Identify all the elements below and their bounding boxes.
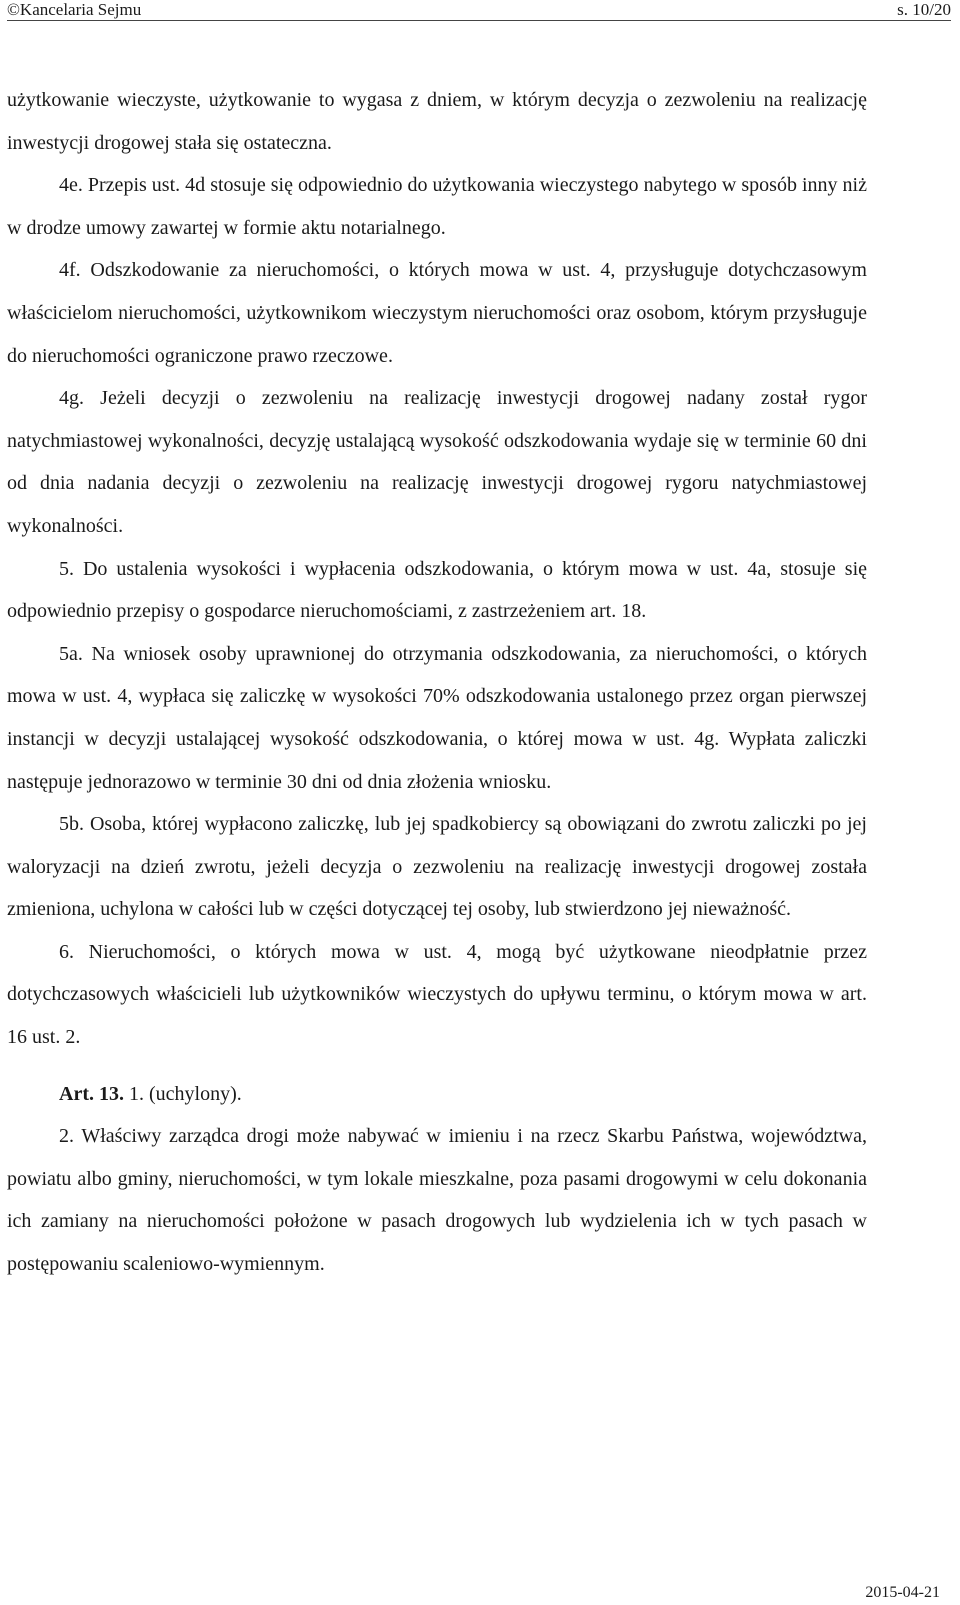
paragraph-continuation: użytkowanie wieczyste, użytkowanie to wygasa z dniem, w którym decyzja o zezwoleniu na realizację inwestycji drogowej stała się ostateczna.: [7, 89, 867, 154]
paragraph-4e: 4e. Przepis ust. 4d stosuje się odpowiednio do użytkowania wieczystego nabytego w sposób inny niż w drodze umowy zawartej w formie aktu notarialnego.: [7, 174, 867, 239]
article-heading: Art. 13.: [59, 1082, 124, 1105]
page-header: [7, 0, 951, 22]
paragraph-4g: 4g. Jeżeli decyzji o zezwoleniu na realizację inwestycji drogowej nadany został rygor natychmiastowej wykonalności, decyzję ustalającą wysokość odszkodowania wydaje się w terminie 60 dni od dnia nadania decyzji o zezwoleniu na realizację inwestycji drogowej rygoru natychmiastowej wykonalności.: [7, 387, 867, 537]
section-gap: [7, 1059, 867, 1073]
article-13-paragraph-1: [7, 1073, 867, 1116]
paragraph-5b: 5b. Osoba, której wypłacono zaliczkę, lub jej spadkobiercy są obowiązani do zwrotu zaliczki po jej waloryzacji na dzień zwrotu, jeżeli decyzja o zezwoleniu na realizację inwestycji drogowej została zmieniona, uchylona w całości lub w części dotyczącej tej osoby, lub stwierdzono jej nieważność.: [7, 813, 867, 921]
page-number: s. 10/20: [897, 0, 951, 19]
document-body: [7, 79, 867, 1286]
article-13-paragraph-2: 2. Właściwy zarządca drogi może nabywać w imieniu i na rzecz Skarbu Państwa, województwa, powiatu albo gminy, nieruchomości, w tym lokale mieszkalne, poza pasami drogowymi w celu dokonania ich zamiany na nieruchomości położone w pasach drogowych lub wydzielenia ich w tych pasach w postępowaniu scaleniowo-wymiennym.: [7, 1125, 867, 1276]
paragraph-5: 5. Do ustalenia wysokości i wypłacenia odszkodowania, o którym mowa w ust. 4a, stosuje się odpowiednio przepisy o gospodarce nieruchomościami, z zastrzeżeniem art. 18.: [7, 557, 867, 623]
paragraph-5a: 5a. Na wniosek osoby uprawnionej do otrzymania odszkodowania, za nieruchomości, o których mowa w ust. 4, wypłaca się zaliczkę w wysokości 70% odszkodowania ustalonego przez organ pierwszej instancji w decyzji ustalającej wysokość odszkodowania, o której mowa w ust. 4g. Wypłata zaliczki następuje jednorazowo w terminie 30 dni od dnia złożenia wniosku.: [7, 642, 867, 793]
paragraph-4f: 4f. Odszkodowanie za nieruchomości, o których mowa w ust. 4, przysługuje dotychczasowym właścicielom nieruchomości, użytkownikom wieczystym nieruchomości oraz osobom, którym przysługuje do nieruchomości ograniczone prawo rzeczowe.: [7, 259, 867, 367]
copyright-label: ©Kancelaria Sejmu: [7, 0, 142, 19]
publication-date: 2015-04-21: [865, 1584, 940, 1601]
article-13-text: 1. (uchylony).: [128, 1082, 242, 1105]
header-divider: [7, 20, 951, 21]
paragraph-6: 6. Nieruchomości, o których mowa w ust. 4, mogą być użytkowane nieodpłatnie przez dotychczasowych właścicieli lub użytkowników wieczystych do upływu terminu, o którym mowa w art. 16 ust. 2.: [7, 940, 867, 1049]
